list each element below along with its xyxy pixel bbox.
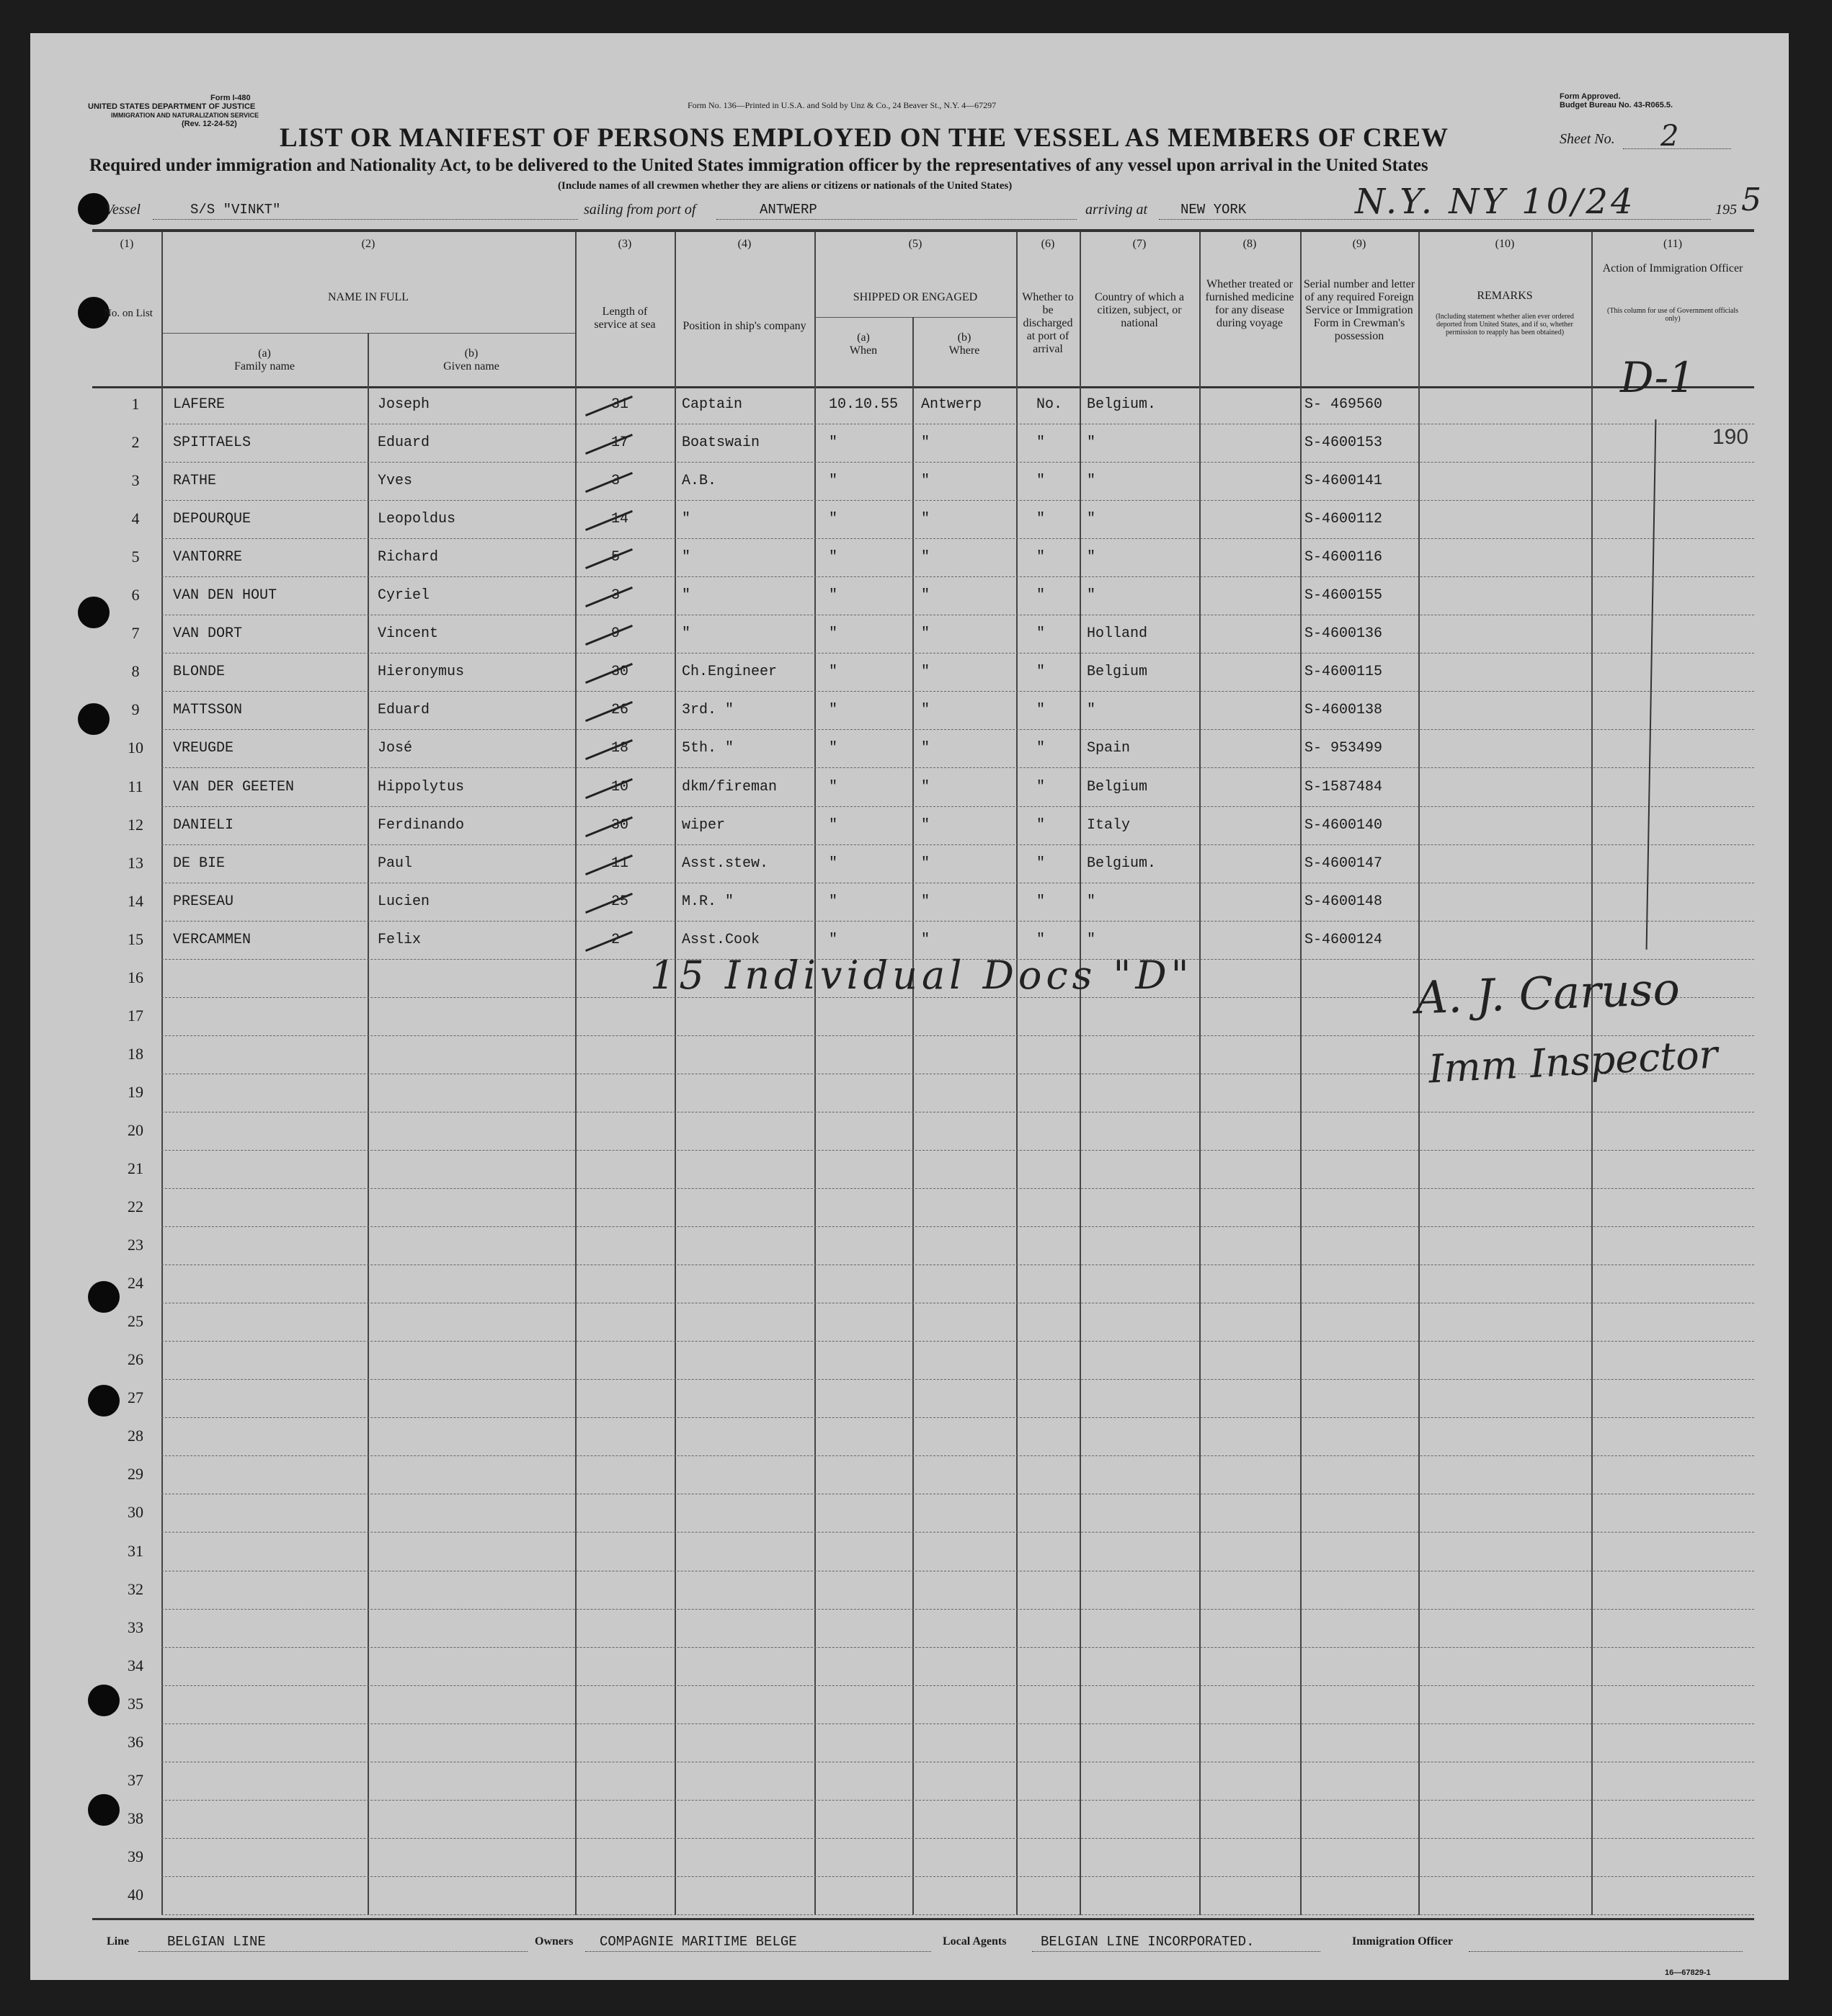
table-row	[92, 1801, 1754, 1839]
header-country: Country of which a citizen, subject, or national	[1095, 291, 1184, 329]
family-name: DE BIE	[173, 855, 226, 872]
length-of-service: 3	[611, 473, 621, 490]
family-name: VAN DEN HOUT	[173, 587, 277, 605]
discharge: "	[1036, 664, 1046, 681]
shipped-where: "	[921, 855, 930, 872]
header-action-note: (This column for use of Government officials only)	[1607, 307, 1738, 323]
row-number: 7	[131, 624, 140, 643]
given-name: Eduard	[378, 434, 430, 452]
given-name: Vincent	[378, 625, 439, 643]
row-number: 5	[131, 548, 140, 566]
shipped-when: "	[829, 855, 838, 872]
table-row	[92, 769, 1754, 807]
row-number: 25	[128, 1312, 143, 1331]
family-name: RATHE	[173, 473, 217, 490]
table-row	[92, 615, 1754, 654]
table-row	[92, 1686, 1754, 1724]
arrival-handwritten: N.Y. NY 10/24	[1355, 182, 1636, 222]
summary-annotation: 15 Individual Docs "D"	[650, 953, 1193, 998]
discharge: "	[1036, 434, 1046, 452]
header-remarks: REMARKS	[1477, 290, 1533, 302]
table-row	[92, 1877, 1754, 1915]
discharge: "	[1036, 473, 1046, 490]
row-number: 30	[128, 1503, 143, 1522]
position: Ch.Engineer	[682, 664, 778, 681]
family-name: DANIELI	[173, 816, 234, 834]
family-name: VANTORRE	[173, 549, 243, 566]
d1-annotation: D-1	[1620, 353, 1696, 402]
serial-number: S-4600115	[1304, 664, 1383, 681]
year-prefix: 195	[1715, 202, 1737, 218]
shipped-when: "	[829, 816, 838, 834]
header-serial-number: Serial number and letter of any required Foreign Service or Immigration Form in Crewman's possession	[1303, 278, 1415, 342]
shipped-where: "	[921, 549, 930, 566]
serial-number: S-4600153	[1304, 434, 1383, 452]
row-number: 18	[128, 1044, 143, 1063]
row-number: 26	[128, 1350, 143, 1369]
row-number: 24	[128, 1274, 143, 1293]
length-of-service: 30	[611, 816, 629, 834]
page-subtitle: Required under immigration and Nationality Act, to be delivered to the United States immigration officer by the representatives of any vessel upon arrival in the United States	[89, 156, 1428, 175]
row-number: 17	[128, 1006, 143, 1025]
line-label: Line	[107, 1935, 130, 1948]
checkmark-stroke	[585, 625, 633, 646]
shipped-where: Antwerp	[921, 396, 982, 413]
position: Boatswain	[682, 434, 760, 452]
form-approved: Form Approved.	[1560, 92, 1621, 101]
row-number: 38	[128, 1808, 143, 1827]
given-name: Leopoldus	[378, 511, 456, 528]
serial-number: S-4600112	[1304, 511, 1383, 528]
table-row	[92, 1456, 1754, 1494]
serial-number: S- 953499	[1304, 740, 1383, 757]
row-number: 31	[128, 1541, 143, 1560]
col-num-8: (8)	[1242, 238, 1257, 250]
header-when: (a) When	[849, 331, 878, 357]
col-num-7: (7)	[1132, 238, 1147, 250]
given-name: Cyriel	[378, 587, 430, 605]
checkmark-stroke	[585, 931, 633, 952]
shipped-where: "	[921, 778, 930, 795]
header-position: Position in ship's company	[682, 320, 806, 332]
table-row	[92, 1380, 1754, 1418]
position: Captain	[682, 396, 743, 413]
row-number: 15	[128, 929, 143, 948]
col-num-4: (4)	[737, 238, 752, 250]
table-row	[92, 1227, 1754, 1265]
footer-code: 16—67829-1	[1665, 1968, 1711, 1977]
row-number: 29	[128, 1465, 143, 1484]
row-number: 4	[131, 509, 140, 528]
family-name: MATTSSON	[173, 702, 243, 719]
length-of-service: 26	[611, 702, 629, 719]
country: "	[1087, 511, 1096, 528]
header-medicine: Whether treated or furnished medicine for any disease during voyage	[1205, 278, 1294, 329]
checkmark-stroke	[585, 586, 633, 607]
length-of-service: 9	[611, 625, 621, 643]
row-number: 28	[128, 1427, 143, 1445]
row-number: 6	[131, 586, 140, 605]
length-of-service: 11	[611, 855, 629, 872]
vessel-name: S/S "VINKT"	[190, 202, 281, 218]
shipped-where: "	[921, 740, 930, 757]
country: "	[1087, 473, 1096, 490]
table-row	[92, 845, 1754, 883]
row-number: 1	[131, 395, 140, 413]
table-row	[92, 1342, 1754, 1380]
position: 5th. "	[682, 740, 734, 757]
header-discharged: Whether to be discharged at port of arrival	[1022, 291, 1074, 355]
shipped-where: "	[921, 893, 930, 910]
shipped-where: "	[921, 434, 930, 452]
printer-line: Form No. 136—Printed in U.S.A. and Sold by Unz & Co., 24 Beaver St., N.Y. 4—67297	[688, 100, 997, 110]
row-number: 14	[128, 891, 143, 910]
owners-label: Owners	[535, 1935, 574, 1948]
revision: (Rev. 12-24-52)	[182, 120, 237, 128]
line-value: BELGIAN LINE	[167, 1934, 266, 1950]
table-row	[92, 730, 1754, 768]
serial-number: S-4600136	[1304, 625, 1383, 643]
officer-label: Immigration Officer	[1352, 1935, 1453, 1948]
country: "	[1087, 549, 1096, 566]
serial-number: S-4600147	[1304, 855, 1383, 872]
length-of-service: 31	[611, 396, 629, 413]
discharge: "	[1036, 625, 1046, 643]
table-row	[92, 807, 1754, 845]
table-row	[92, 692, 1754, 730]
discharge: "	[1036, 740, 1046, 757]
sailing-port: ANTWERP	[760, 202, 817, 218]
position: 3rd. "	[682, 702, 734, 719]
discharge: "	[1036, 549, 1046, 566]
form-number: Form I-480	[210, 94, 251, 102]
table-row	[92, 463, 1754, 501]
discharge: No.	[1036, 396, 1063, 413]
serial-number: S-4600124	[1304, 931, 1383, 948]
row-number: 40	[128, 1885, 143, 1904]
row-number: 35	[128, 1694, 143, 1713]
discharge: "	[1036, 931, 1046, 948]
length-of-service: 5	[611, 549, 621, 566]
row-number: 19	[128, 1082, 143, 1101]
table-row	[92, 1112, 1754, 1151]
table-row	[92, 1762, 1754, 1801]
row-number: 12	[128, 815, 143, 834]
position: A.B.	[682, 473, 717, 490]
country: Belgium	[1087, 778, 1148, 795]
row-number: 36	[128, 1732, 143, 1751]
shipped-when: "	[829, 549, 838, 566]
discharge: "	[1036, 702, 1046, 719]
family-name: DEPOURQUE	[173, 511, 252, 528]
family-name: PRESEAU	[173, 893, 234, 910]
given-name: Hieronymus	[378, 664, 465, 681]
shipped-when: "	[829, 740, 838, 757]
table-row	[92, 1571, 1754, 1610]
position: wiper	[682, 816, 726, 834]
header-remarks-note: (Including statement whether alien ever ordered deported from United States, and if so, whether permission to reapply has been obtained)	[1436, 313, 1574, 336]
row-number: 27	[128, 1388, 143, 1407]
shipped-when: "	[829, 778, 838, 795]
shipped-where: "	[921, 931, 930, 948]
discharge: "	[1036, 893, 1046, 910]
country: Italy	[1087, 816, 1131, 834]
col-num-9: (9)	[1352, 238, 1366, 250]
row-number: 11	[128, 777, 143, 795]
discharge: "	[1036, 587, 1046, 605]
page-title: LIST OR MANIFEST OF PERSONS EMPLOYED ON THE VESSEL AS MEMBERS OF CREW	[280, 123, 1449, 153]
col-num-10: (10)	[1495, 238, 1515, 250]
year-handwritten: 5	[1741, 182, 1761, 218]
include-note: (Include names of all crewmen whether they are aliens or citizens or nationals of the United States)	[558, 180, 1013, 192]
position: M.R. "	[682, 893, 734, 910]
table-row	[92, 424, 1754, 463]
length-of-service: 14	[611, 511, 629, 528]
row-number: 21	[128, 1159, 143, 1177]
position: Asst.Cook	[682, 931, 760, 948]
table-row	[92, 386, 1754, 424]
given-name: José	[378, 740, 413, 757]
shipped-when: "	[829, 625, 838, 643]
shipped-when: 10.10.55	[829, 396, 899, 413]
table-row	[92, 1265, 1754, 1303]
row-number: 22	[128, 1197, 143, 1216]
table-row	[92, 1151, 1754, 1189]
family-name: BLONDE	[173, 664, 226, 681]
table-row	[92, 1303, 1754, 1342]
table-row	[92, 577, 1754, 615]
header-given-name: (b) Given name	[443, 347, 499, 373]
arriving-label: arriving at	[1085, 202, 1148, 218]
discharge: "	[1036, 816, 1046, 834]
country: "	[1087, 931, 1096, 948]
country: "	[1087, 587, 1096, 605]
shipped-where: "	[921, 816, 930, 834]
length-of-service: 30	[611, 664, 629, 681]
manifest-page	[30, 33, 1789, 1980]
serial-number: S-4600138	[1304, 702, 1383, 719]
row-number: 2	[131, 433, 140, 452]
serial-number: S-4600148	[1304, 893, 1383, 910]
given-name: Ferdinando	[378, 816, 465, 834]
owners-value: COMPAGNIE MARITIME BELGE	[600, 1934, 797, 1950]
col-num-6: (6)	[1041, 238, 1055, 250]
serial-number: S-4600116	[1304, 549, 1383, 566]
table-row	[92, 1418, 1754, 1456]
agents-value: BELGIAN LINE INCORPORATED.	[1041, 1934, 1255, 1950]
header-length-of-service: Length of service at sea	[594, 305, 656, 331]
shipped-when: "	[829, 473, 838, 490]
checkmark-stroke	[585, 472, 633, 493]
table-row	[92, 539, 1754, 577]
header-name-in-full: NAME IN FULL	[328, 291, 409, 303]
family-name: LAFERE	[173, 396, 226, 413]
header-where: (b) Where	[948, 331, 980, 357]
position: "	[682, 625, 691, 643]
shipped-where: "	[921, 473, 930, 490]
length-of-service: 17	[611, 434, 629, 452]
position: "	[682, 511, 691, 528]
sailing-label: sailing from port of	[584, 202, 696, 218]
shipped-when: "	[829, 434, 838, 452]
table-row	[92, 883, 1754, 922]
row-number: 8	[131, 662, 140, 681]
family-name: VREUGDE	[173, 740, 234, 757]
vessel-label: Vessel	[105, 202, 141, 218]
country: Belgium.	[1087, 855, 1157, 872]
row-number: 20	[128, 1120, 143, 1139]
col-num-1: (1)	[120, 238, 134, 250]
length-of-service: 3	[611, 587, 621, 605]
length-of-service: 18	[611, 740, 629, 757]
serial-number: S-4600141	[1304, 473, 1383, 490]
country: Holland	[1087, 625, 1148, 643]
country: Belgium.	[1087, 396, 1157, 413]
header-family-name: (a) Family name	[234, 347, 295, 373]
shipped-where: "	[921, 587, 930, 605]
family-name: VAN DORT	[173, 625, 243, 643]
signature-name: A. J. Caruso	[1414, 962, 1681, 1025]
country: "	[1087, 893, 1096, 910]
row-number: 3	[131, 471, 140, 490]
table-row	[92, 1494, 1754, 1533]
length-of-service: 2	[611, 931, 621, 948]
serial-number: S-1587484	[1304, 778, 1383, 795]
shipped-where: "	[921, 702, 930, 719]
given-name: Eduard	[378, 702, 430, 719]
header-shipped-engaged: SHIPPED OR ENGAGED	[853, 291, 978, 303]
family-name: SPITTAELS	[173, 434, 252, 452]
row-number: 9	[131, 700, 140, 719]
discharge: "	[1036, 511, 1046, 528]
budget-bureau: Budget Bureau No. 43-R065.5.	[1560, 101, 1673, 110]
arrival-port: NEW YORK	[1180, 202, 1247, 218]
sheet-label: Sheet No.	[1560, 131, 1615, 147]
family-name: VERCAMMEN	[173, 931, 252, 948]
shipped-when: "	[829, 511, 838, 528]
count-annotation: 190	[1712, 425, 1749, 449]
row-number: 39	[128, 1847, 143, 1865]
table-row	[92, 1648, 1754, 1686]
discharge: "	[1036, 855, 1046, 872]
shipped-when: "	[829, 587, 838, 605]
position: "	[682, 549, 691, 566]
length-of-service: 25	[611, 893, 629, 910]
signature-title: Imm Inspector	[1427, 1031, 1719, 1092]
given-name: Lucien	[378, 893, 430, 910]
row-number: 34	[128, 1656, 143, 1674]
col-num-2: (2)	[361, 238, 375, 250]
col-num-11: (11)	[1663, 238, 1683, 250]
agents-label: Local Agents	[943, 1935, 1007, 1948]
serial-number: S- 469560	[1304, 396, 1383, 413]
col-num-5: (5)	[908, 238, 922, 250]
shipped-when: "	[829, 702, 838, 719]
shipped-where: "	[921, 625, 930, 643]
service: IMMIGRATION AND NATURALIZATION SERVICE	[111, 112, 259, 119]
row-number: 10	[128, 739, 143, 757]
shipped-when: "	[829, 893, 838, 910]
sheet-number: 2	[1660, 120, 1679, 153]
table-row	[92, 1839, 1754, 1877]
discharge: "	[1036, 778, 1046, 795]
row-number: 37	[128, 1770, 143, 1789]
family-name: VAN DER GEETEN	[173, 778, 295, 795]
length-of-service: 10	[611, 778, 629, 795]
given-name: Paul	[378, 855, 413, 872]
given-name: Joseph	[378, 396, 430, 413]
table-row	[92, 1533, 1754, 1571]
row-number: 23	[128, 1236, 143, 1254]
position: dkm/fireman	[682, 778, 778, 795]
given-name: Felix	[378, 931, 422, 948]
header-list-no: No. on List	[104, 308, 153, 319]
given-name: Richard	[378, 549, 439, 566]
row-number: 33	[128, 1618, 143, 1636]
shipped-where: "	[921, 511, 930, 528]
checkmark-stroke	[585, 548, 633, 569]
row-number: 13	[128, 853, 143, 872]
table-row	[92, 654, 1754, 692]
position: Asst.stew.	[682, 855, 769, 872]
col-num-3: (3)	[618, 238, 632, 250]
table-row	[92, 1189, 1754, 1227]
row-number: 32	[128, 1579, 143, 1598]
table-row	[92, 1724, 1754, 1762]
table-row	[92, 501, 1754, 539]
given-name: Yves	[378, 473, 413, 490]
department: UNITED STATES DEPARTMENT OF JUSTICE	[88, 102, 256, 111]
country: "	[1087, 702, 1096, 719]
serial-number: S-4600155	[1304, 587, 1383, 605]
position: "	[682, 587, 691, 605]
country: Spain	[1087, 740, 1131, 757]
header-action-officer: Action of Immigration Officer	[1602, 262, 1743, 275]
shipped-when: "	[829, 664, 838, 681]
shipped-where: "	[921, 664, 930, 681]
country: Belgium	[1087, 664, 1148, 681]
country: "	[1087, 434, 1096, 452]
table-row	[92, 1610, 1754, 1648]
shipped-when: "	[829, 931, 838, 948]
serial-number: S-4600140	[1304, 816, 1383, 834]
given-name: Hippolytus	[378, 778, 465, 795]
row-number: 16	[128, 968, 143, 986]
